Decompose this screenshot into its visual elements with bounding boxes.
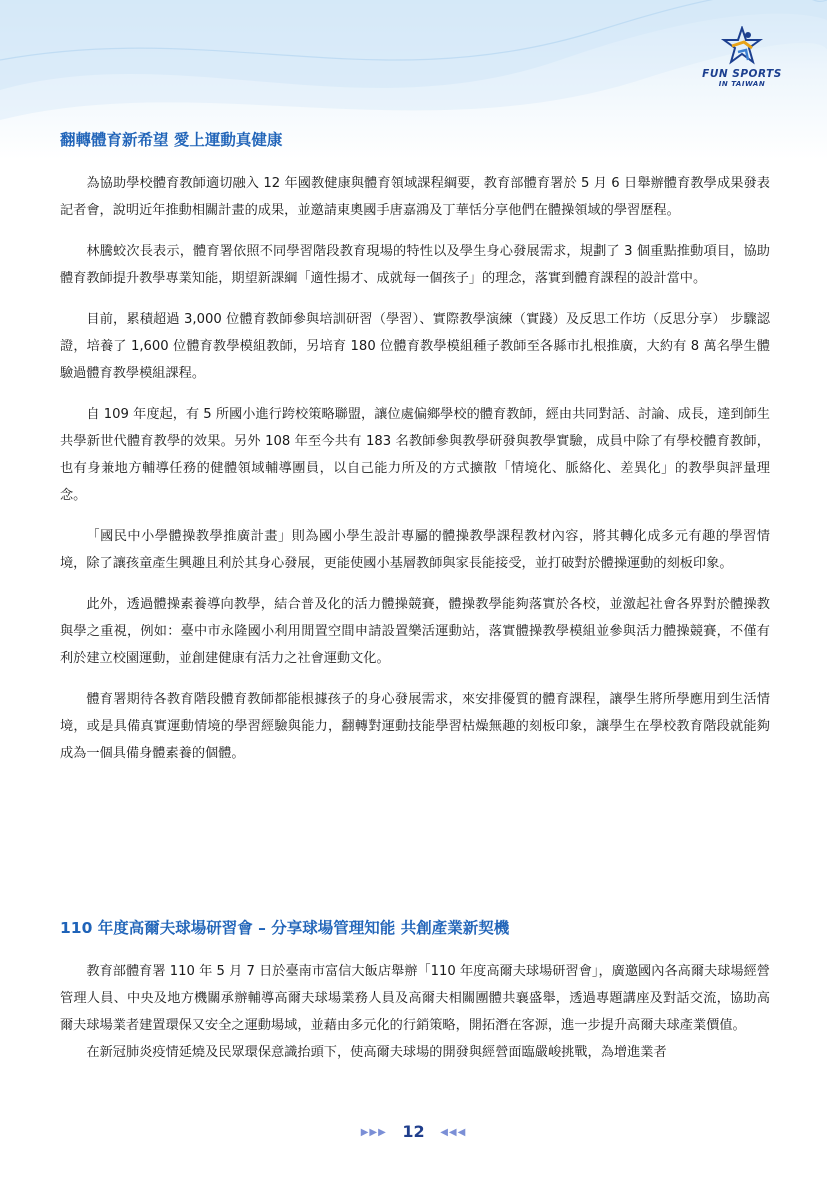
page-footer [0,1122,827,1141]
article-1-paragraph: 目前，累積超過 3,000 位體育教師參與培訓研習（學習）、實際教學演練（實踐）及反思工作坊（反思分享） 步驟認證，培養了 1,600 位體育教學模組教師，另培育 180 位體育教學模組種子教師至各縣市扎根推廣，大約有 8 萬名學生體驗過體育教學模組課程。 [60,312,770,381]
runner-star-icon [718,26,766,66]
page-number: 12 [402,1122,425,1141]
arrow-right-icon: ▶▶▶ [360,1127,387,1138]
arrow-left-icon: ◀◀◀ [440,1127,467,1138]
article-1-paragraph: 此外，透過體操素養導向教學，結合普及化的活力體操競賽，體操教學能夠落實於各校，並激起社會各界對於體操教與學之重視，例如：臺中市永隆國小利用閒置空間申請設置樂活運動站，落實體操教學模組並參與活力體操競賽，不僅有利於建立校園運動，並創建健康有活力之社會運動文化。 [60,597,770,666]
article-1-title: 翻轉體育新希望 愛上運動真健康 [60,131,283,149]
article-1-paragraph: 體育署期待各教育階段體育教師都能根據孩子的身心發展需求，來安排優質的體育課程，讓學生將所學應用到生活情境，或是具備真實運動情境的學習經驗與能力，翻轉對運動技能學習枯燥無趣的刻板印象，讓學生在學校教育階段就能夠成為一個具備身體素養的個體。 [60,692,770,761]
article-1 [60,128,770,781]
article-2-title: 110 年度高爾夫球場研習會 – 分享球場管理知能 共創產業新契機 [60,919,510,937]
logo-text-line2: IN TAIWAN [718,80,766,88]
article-2-paragraph: 教育部體育署 110 年 5 月 7 日於臺南市富信大飯店舉辦「110 年度高爾夫球場研習會」，廣邀國內各高爾夫球場經營管理人員、中央及地方機關承辦輔導高爾夫球場業務人員及高爾夫相關團體共襄盛舉，透過專題講座及對話交流，協助高爾夫球場業者建置環保又安全之運動場域，並藉由多元化的行銷策略，開拓潛在客源，進一步提升高爾夫球產業價值。 [60,964,770,1033]
article-1-paragraph: 為協助學校體育教師適切融入 12 年國教健康與體育領域課程綱要，教育部體育署於 5 月 6 日舉辦體育教學成果發表記者會，說明近年推動相關計畫的成果，並邀請東奧國手唐嘉鴻及丁華恬分享他們在體操領域的學習歷程。 [60,176,770,218]
article-1-paragraph: 自 109 年度起，有 5 所國小進行跨校策略聯盟，讓位處偏鄉學校的體育教師，經由共同對話、討論、成長，達到師生共學新世代體育教學的效果。另外 108 年至今共有 183 名教師參與教學研發與教學實驗，成員中除了有學校體育教師，也有身兼地方輔導任務的健體領域輔導團員，以自己能力所及的方式擴散「情境化、脈絡化、差異化」的教學與評量理念。 [60,407,770,503]
logo-text-line1: FUN SPORTS [702,68,782,80]
fun-sports-logo [697,26,787,89]
article-2-paragraph: 在新冠肺炎疫情延燒及民眾環保意識抬頭下，使高爾夫球場的開發與經營面臨嚴峻挑戰，為增進業者 [86,1045,667,1060]
article-1-paragraph: 林騰蛟次長表示，體育署依照不同學習階段教育現場的特性以及學生身心發展需求，規劃了 3 個重點推動項目，協助體育教師提升教學專業知能，期望新課綱「適性揚才、成就每一個孩子」的理念，落實到體育課程的設計當中。 [60,244,770,286]
article-2 [60,916,770,1066]
article-1-paragraph: 「國民中小學體操教學推廣計畫」則為國小學生設計專屬的體操教學課程教材內容，將其轉化成多元有趣的學習情境，除了讓孩童產生興趣且利於其身心發展，更能使國小基層教師與家長能接受，並打破對於體操運動的刻板印象。 [60,529,770,571]
